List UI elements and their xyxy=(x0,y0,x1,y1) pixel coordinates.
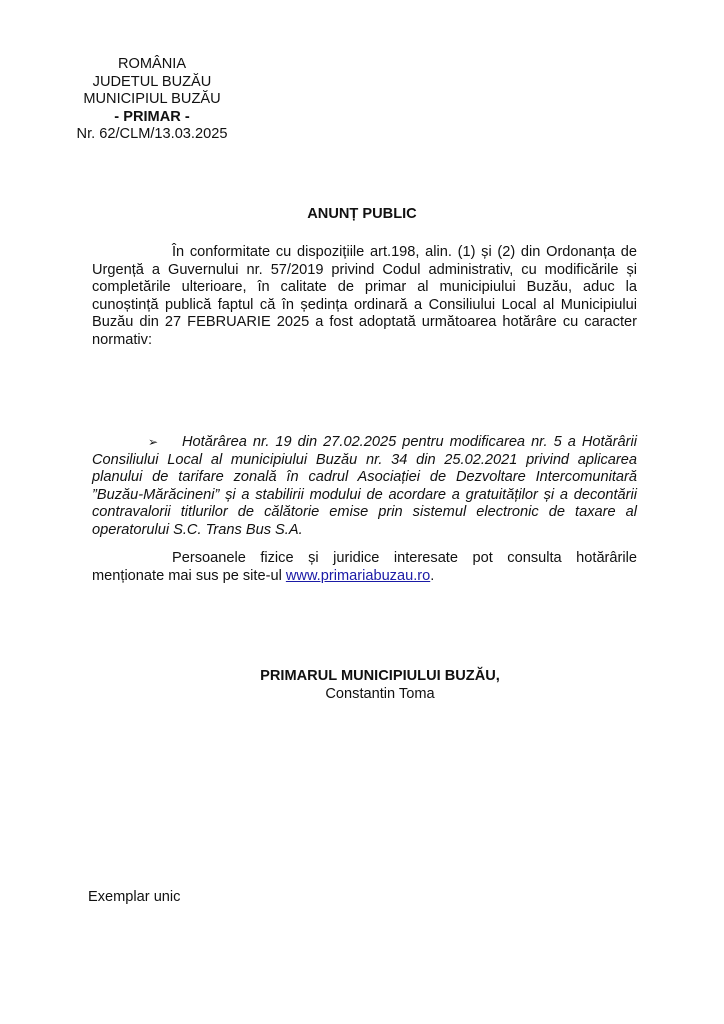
header-country: ROMÂNIA xyxy=(117,56,187,72)
signature-block xyxy=(0,668,724,703)
header-municipality: MUNICIPIUL BUZĂU xyxy=(83,91,221,107)
consult-paragraph-text: Persoanele fizice și juridice interesate pot consulta hotărârile menționate mai sus pe site-ul xyxy=(92,550,637,584)
intro-paragraph-text: În conformitate cu dispozițiile art.198, alin. (1) și (2) din Ordonanța de Urgență a Guvernului nr. 57/2019 privind Codul administrativ, cu modificările și completările ulterioare, în calitate de primar al municipiului Buzău, aduc la cunoștință publică faptul că în ședința ordinară a Consiliului Local al Municipiului Buzău din 27 FEBRUARIE 2025 a fost adoptată următoarea hotărâre cu caracter normativ: xyxy=(92,244,637,348)
header-office: - PRIMAR - xyxy=(114,108,190,125)
decision-item xyxy=(92,434,637,539)
arrow-bullet-icon: ➢ xyxy=(148,435,159,449)
decision-text: Hotărârea nr. 19 din 27.02.2025 pentru modificarea nr. 5 a Hotărârii Consiliului Local al municipiului Buzău nr. 34 din 25.02.2021 privind aplicarea planului de tarifare zonală în cadrul Asociației de Dezvoltare Intercomunitară ”Buzău-Mărăcineni” și a stabilirii modului de acordare a gratuităților și a decontării contravalorii titlurilor de călătorie emise prin sistemul electronic de taxare al operatorului S.C. Trans Bus S.A. xyxy=(92,434,637,538)
header-registration-number: Nr. 62/CLM/13.03.2025 xyxy=(76,126,228,142)
document-header xyxy=(62,56,242,144)
intro-paragraph xyxy=(92,244,637,349)
footer-note: Exemplar unic xyxy=(88,889,181,905)
header-county: JUDETUL BUZĂU xyxy=(92,73,212,90)
consult-paragraph xyxy=(92,550,637,585)
signature-role: PRIMARUL MUNICIPIULUI BUZĂU, xyxy=(260,668,500,684)
document-title: ANUNȚ PUBLIC xyxy=(307,206,417,222)
sentence-end: . xyxy=(430,567,435,584)
website-link[interactable]: www.primariabuzau.ro xyxy=(285,567,431,584)
signature-name: Constantin Toma xyxy=(325,685,435,702)
